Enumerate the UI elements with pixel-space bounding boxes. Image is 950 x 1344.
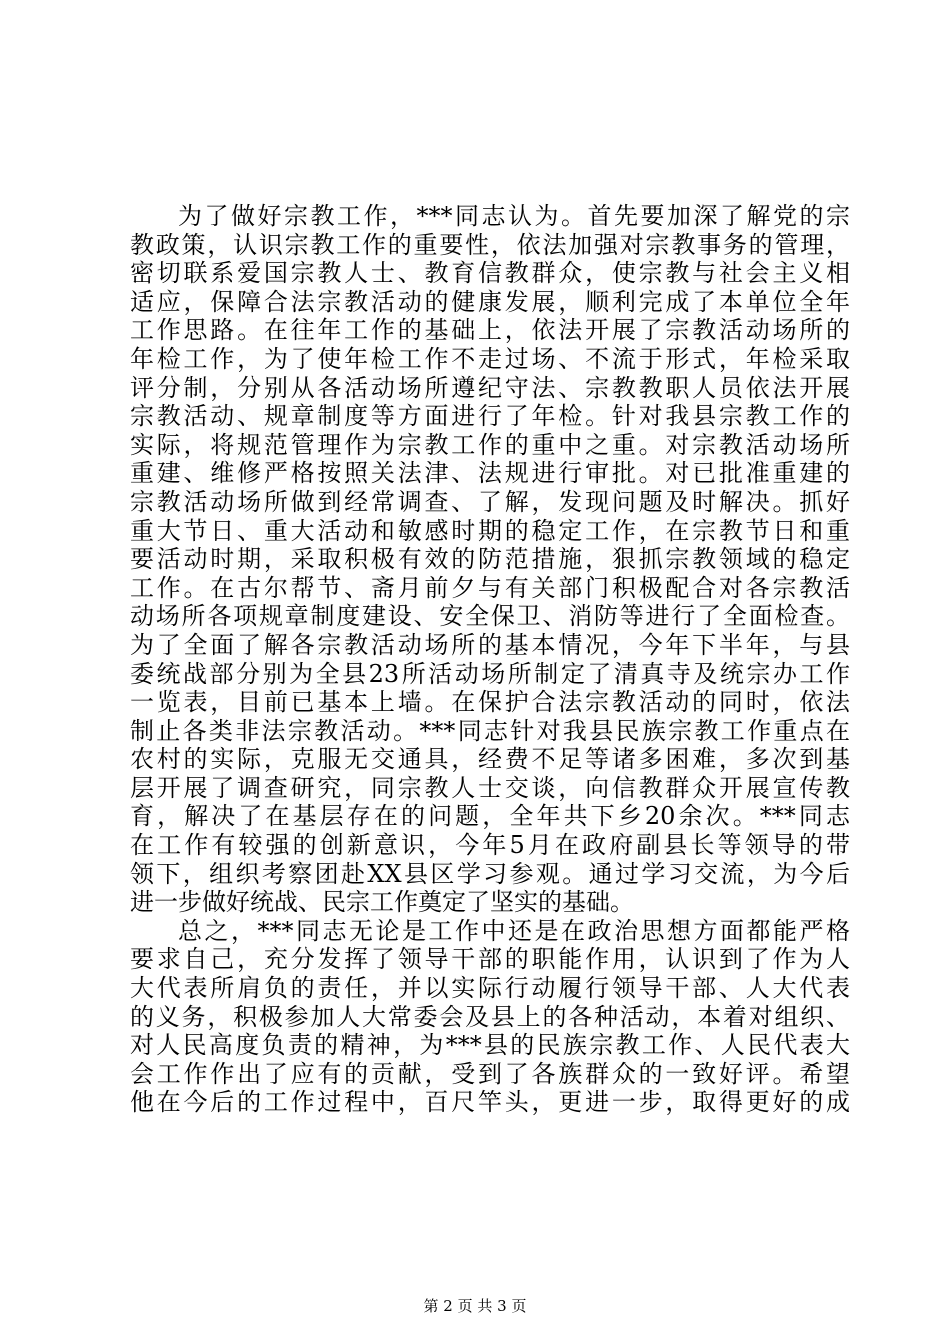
text-line: 制止各类非法宗教活动。***同志针对我县民族宗教工作重点在 [130, 716, 850, 745]
text-line: 的义务，积极参加人大常委会及县上的各种活动，本着对组织、 [130, 1002, 850, 1031]
text-line: 宗教活动、规章制度等方面进行了年检。针对我县宗教工作的 [130, 402, 850, 431]
text-line: 动场所各项规章制度建设、安全保卫、消防等进行了全面检查。 [130, 602, 850, 631]
text-line: 育，解决了在基层存在的问题，全年共下乡20余次。***同志 [130, 802, 850, 831]
text-line: 要求自己，充分发挥了领导干部的职能作用，认识到了作为人 [130, 945, 850, 974]
text-line: 大代表所肩负的责任，并以实际行动履行领导干部、人大代表 [130, 974, 850, 1003]
text-line: 为了做好宗教工作，***同志认为。首先要加深了解党的宗 [178, 202, 850, 230]
text-line: 委统战部分别为全县23所活动场所制定了清真寺及统宗办工作 [130, 659, 850, 688]
text-line: 一览表，目前已基本上墙。在保护合法宗教活动的同时，依法 [130, 688, 850, 717]
paragraph-1 [130, 202, 850, 917]
text-line: 年检工作，为了使年检工作不走过场、不流于形式，年检采取 [130, 344, 850, 373]
text-line: 对人民高度负责的精神，为***县的民族宗教工作、人民代表大 [130, 1031, 850, 1060]
text-line: 进一步做好统战、民宗工作奠定了坚实的基础。 [130, 888, 634, 917]
text-line: 领下，组织考察团赴XX县区学习参观。通过学习交流，为今后 [130, 859, 850, 888]
document-body [130, 202, 850, 1117]
text-line: 密切联系爱国宗教人士、教育信教群众，使宗教与社会主义相 [130, 259, 850, 288]
text-line: 实际，将规范管理作为宗教工作的重中之重。对宗教活动场所 [130, 430, 850, 459]
text-line: 重建、维修严格按照关法津、法规进行审批。对已批准重建的 [130, 459, 850, 488]
text-line: 为了全面了解各宗教活动场所的基本情况，今年下半年，与县 [130, 630, 850, 659]
text-line: 教政策，认识宗教工作的重要性，依法加强对宗教事务的管理， [130, 230, 850, 259]
text-line: 他在今后的工作过程中，百尺竿头，更进一步，取得更好的成 [130, 1088, 850, 1117]
paragraph-2 [130, 917, 850, 1117]
text-line: 层开展了调查研究，同宗教人士交谈，向信教群众开展宣传教 [130, 773, 850, 802]
text-line: 工作。在古尔帮节、斋月前夕与有关部门积极配合对各宗教活 [130, 573, 850, 602]
text-line: 会工作作出了应有的贡献，受到了各族群众的一致好评。希望 [130, 1059, 850, 1088]
text-line: 评分制，分别从各活动场所遵纪守法、宗教教职人员依法开展 [130, 373, 850, 402]
text-line: 重大节日、重大活动和敏感时期的稳定工作，在宗教节日和重 [130, 516, 850, 545]
text-line: 适应，保障合法宗教活动的健康发展，顺利完成了本单位全年 [130, 287, 850, 316]
page-footer: 第 2 页 共 3 页 [423, 1297, 527, 1315]
text-line: 要活动时期，采取积极有效的防范措施，狠抓宗教领域的稳定 [130, 545, 850, 574]
text-line: 总之，***同志无论是工作中还是在政治思想方面都能严格 [178, 916, 850, 945]
text-line: 工作思路。在往年工作的基础上，依法开展了宗教活动场所的 [130, 316, 850, 345]
text-line: 宗教活动场所做到经常调查、了解，发现问题及时解决。抓好 [130, 487, 850, 516]
text-line: 农村的实际，克服无交通具，经费不足等诸多困难，多次到基 [130, 745, 850, 774]
text-line: 在工作有较强的创新意识，今年5月在政府副县长等领导的带 [130, 831, 850, 860]
